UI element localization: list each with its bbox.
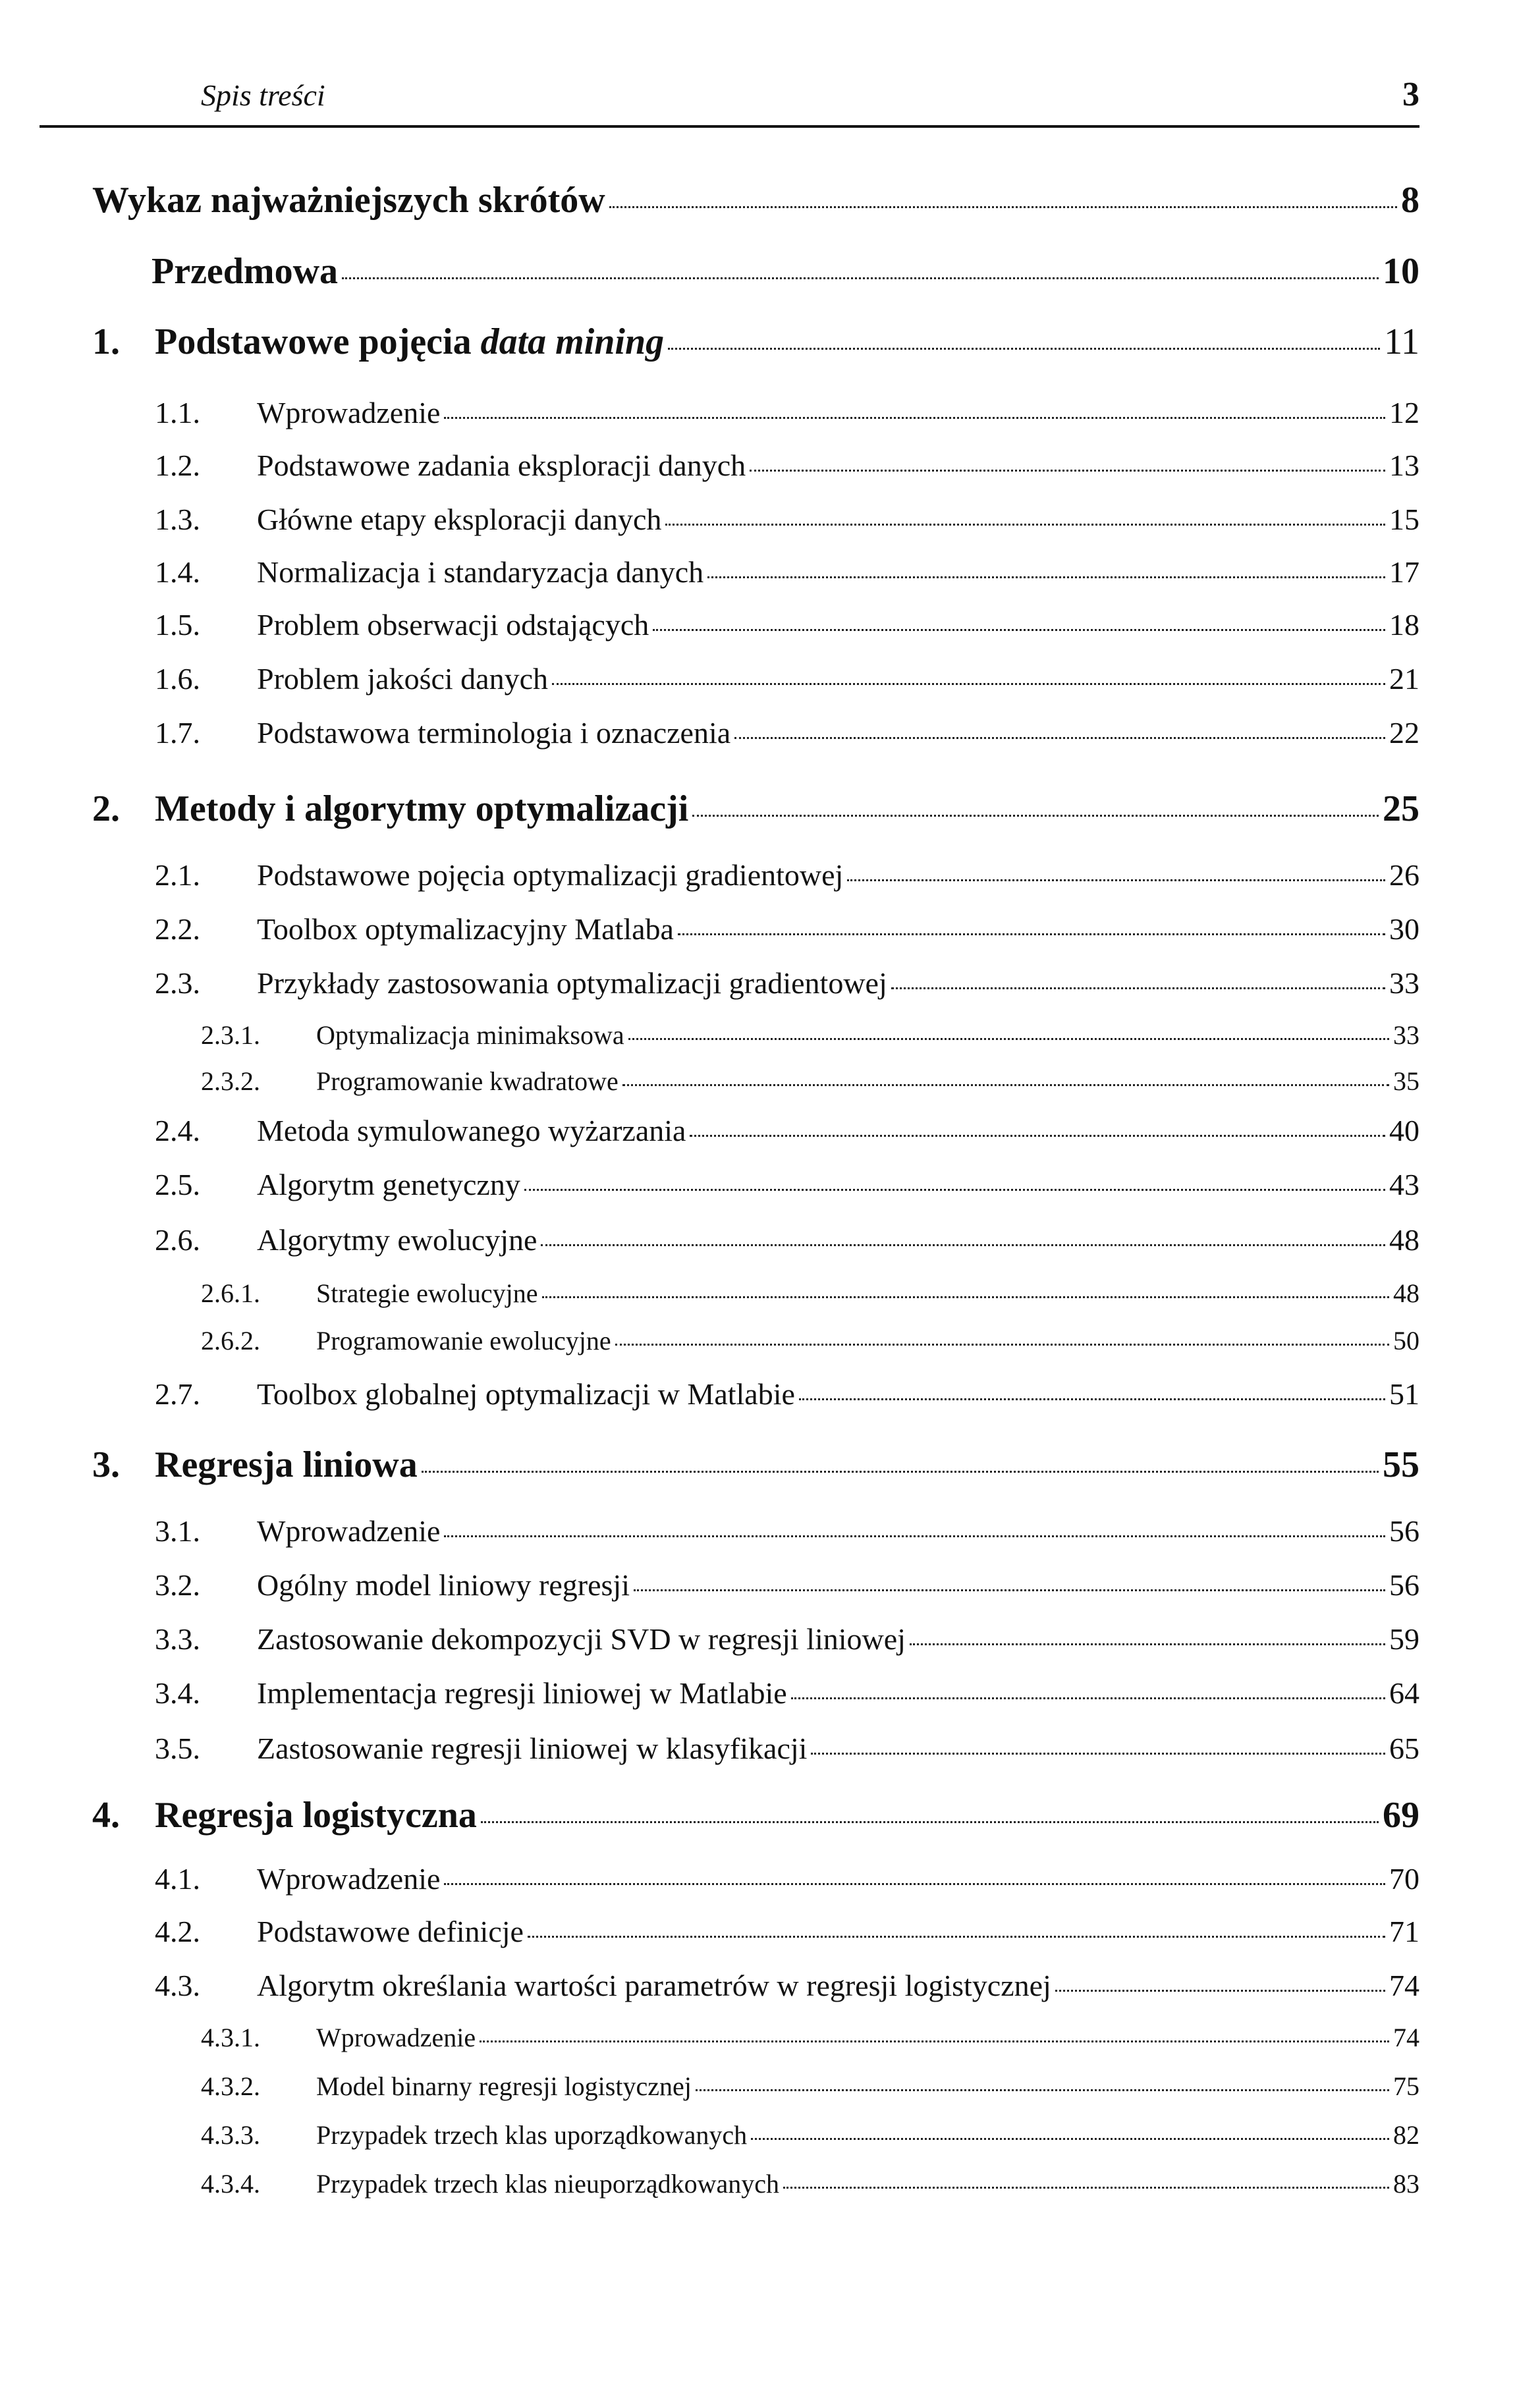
- section-number: 2.2.: [155, 912, 200, 946]
- toc-section[interactable]: [155, 715, 1419, 750]
- toc-title-plain: Podstawowe pojęcia: [155, 321, 472, 362]
- section-number: 3.5.: [155, 1732, 200, 1765]
- dot-leader: [783, 2187, 1389, 2189]
- subsection-number: 2.3.1.: [201, 1020, 260, 1050]
- toc-title: Wprowadzenie: [257, 1514, 441, 1548]
- section-number: 3.4.: [155, 1676, 200, 1710]
- toc-title: Regresja logistyczna: [155, 1795, 477, 1836]
- chapter-number: 4.: [92, 1795, 120, 1836]
- toc-page: 30: [1389, 912, 1419, 946]
- toc-page: 22: [1389, 716, 1419, 750]
- toc-page: 56: [1389, 1514, 1419, 1548]
- dot-leader: [734, 737, 1385, 739]
- section-number: 2.1.: [155, 858, 200, 892]
- toc-title: Podstawowe zadania eksploracji danych: [257, 449, 746, 482]
- section-number: 3.3.: [155, 1622, 200, 1656]
- toc-page: 70: [1389, 1862, 1419, 1896]
- toc-title: Przykłady zastosowania optymalizacji gradientowej: [257, 966, 887, 1000]
- dot-leader: [628, 1038, 1389, 1040]
- toc-title: Zastosowanie dekompozycji SVD w regresji liniowej: [257, 1622, 906, 1656]
- toc-page: 48: [1389, 1223, 1419, 1257]
- toc-title: Implementacja regresji liniowej w Matlabie: [257, 1676, 787, 1710]
- toc-title: Toolbox globalnej optymalizacji w Matlabie: [257, 1377, 795, 1411]
- subsection-number: 2.6.2.: [201, 1326, 260, 1355]
- toc-page: 74: [1389, 1969, 1419, 2002]
- toc-section[interactable]: [155, 966, 1419, 1000]
- toc-page: 71: [1389, 1915, 1419, 1948]
- toc-page: 10: [1383, 251, 1419, 292]
- subsection-number: 2.3.2.: [201, 1066, 260, 1096]
- toc-title: Wykaz najważniejszych skrótów: [92, 180, 605, 221]
- chapter-number: 1.: [92, 321, 120, 362]
- section-number: 2.3.: [155, 966, 200, 1000]
- toc-section[interactable]: [155, 1622, 1419, 1656]
- subsection-number: 4.3.1.: [201, 2023, 260, 2052]
- toc-section[interactable]: [155, 607, 1419, 642]
- toc-section[interactable]: [155, 395, 1419, 430]
- dot-leader: [811, 1753, 1385, 1755]
- toc-page: 33: [1393, 1020, 1419, 1050]
- toc-page: 69: [1383, 1795, 1419, 1836]
- dot-leader: [1055, 1990, 1385, 1992]
- dot-leader: [481, 1821, 1379, 1823]
- toc-section[interactable]: [155, 1167, 1419, 1202]
- toc-section[interactable]: [155, 912, 1419, 946]
- toc-subsection[interactable]: [201, 2022, 1419, 2053]
- toc-title: Ogólny model liniowy regresji: [257, 1568, 630, 1602]
- toc-entry-abbreviations[interactable]: [92, 179, 1419, 221]
- toc-title: Podstawowe pojęcia optymalizacji gradientowej: [257, 858, 844, 892]
- toc-title: Algorytm określania wartości parametrów w regresji logistycznej: [257, 1969, 1051, 2002]
- toc-subsection[interactable]: [201, 1066, 1419, 1097]
- dot-leader: [678, 933, 1385, 935]
- toc-section[interactable]: [155, 448, 1419, 483]
- dot-leader: [524, 1189, 1385, 1191]
- section-number: 1.7.: [155, 716, 200, 750]
- toc-page: 75: [1393, 2071, 1419, 2101]
- toc-chapter-4[interactable]: [92, 1794, 1419, 1836]
- subsection-number: 4.3.3.: [201, 2120, 260, 2150]
- dot-leader: [910, 1643, 1385, 1645]
- toc-entry-preface[interactable]: [152, 250, 1419, 292]
- dot-leader: [444, 1535, 1385, 1537]
- toc-section[interactable]: [155, 555, 1419, 589]
- toc-page: 74: [1393, 2023, 1419, 2052]
- toc-title-italic: data mining: [480, 321, 665, 362]
- toc-title: Wprowadzenie: [257, 1862, 441, 1896]
- toc-page: 33: [1389, 966, 1419, 1000]
- dot-leader: [528, 1936, 1385, 1938]
- section-number: 2.5.: [155, 1168, 200, 1201]
- section-number: 1.3.: [155, 503, 200, 536]
- toc-title: Podstawowa terminologia i oznaczenia: [257, 716, 731, 750]
- toc-page: 50: [1393, 1326, 1419, 1355]
- dot-leader: [751, 2138, 1389, 2140]
- chapter-number: 3.: [92, 1444, 120, 1485]
- toc-page: 15: [1389, 503, 1419, 536]
- toc-page: 51: [1389, 1377, 1419, 1411]
- toc-section[interactable]: [155, 1377, 1419, 1411]
- toc-page: 13: [1389, 449, 1419, 482]
- section-number: 1.5.: [155, 608, 200, 642]
- section-number: 1.2.: [155, 449, 200, 482]
- toc-page: 55: [1383, 1444, 1419, 1485]
- toc-title: Podstawowe definicje: [257, 1915, 524, 1948]
- toc-title: Optymalizacja minimaksowa: [316, 1020, 624, 1050]
- toc-page: 18: [1389, 608, 1419, 642]
- section-number: 2.4.: [155, 1114, 200, 1147]
- page-number: 3: [1402, 76, 1419, 113]
- toc-title: Algorytm genetyczny: [257, 1168, 520, 1201]
- toc-page: 40: [1389, 1114, 1419, 1147]
- dot-leader: [847, 879, 1385, 881]
- toc-section[interactable]: [155, 1731, 1419, 1766]
- toc-section[interactable]: [155, 1568, 1419, 1602]
- dot-leader: [653, 629, 1385, 631]
- dot-leader: [665, 524, 1385, 526]
- toc-section[interactable]: [155, 1514, 1419, 1548]
- toc-section[interactable]: [155, 1222, 1419, 1257]
- toc-title: Główne etapy eksploracji danych: [257, 503, 662, 536]
- dot-leader: [690, 1135, 1385, 1137]
- toc-page: 83: [1393, 2169, 1419, 2199]
- toc-page: 43: [1389, 1168, 1419, 1201]
- toc-title: Przedmowa: [152, 251, 339, 292]
- toc-page: 25: [1383, 788, 1419, 829]
- toc-page: 82: [1393, 2120, 1419, 2150]
- chapter-number: 2.: [92, 788, 120, 829]
- toc-title: Algorytmy ewolucyjne: [257, 1223, 537, 1257]
- dot-leader: [615, 1344, 1389, 1346]
- dot-leader: [634, 1589, 1385, 1591]
- toc-title: Przypadek trzech klas nieuporządkowanych: [316, 2169, 780, 2199]
- toc-page: 59: [1389, 1622, 1419, 1656]
- toc-section[interactable]: [155, 1113, 1419, 1148]
- toc-section[interactable]: [155, 502, 1419, 537]
- subsection-number: 2.6.1.: [201, 1278, 260, 1308]
- section-number: 2.6.: [155, 1223, 200, 1257]
- subsection-number: 4.3.4.: [201, 2169, 260, 2199]
- toc-page: 17: [1389, 555, 1419, 589]
- section-number: 1.6.: [155, 662, 200, 696]
- section-number: 4.3.: [155, 1969, 200, 2002]
- toc-title: Strategie ewolucyjne: [316, 1278, 538, 1308]
- toc-page: 11: [1384, 321, 1419, 362]
- toc-page: 8: [1401, 180, 1419, 221]
- dot-leader: [342, 277, 1379, 279]
- toc-section[interactable]: [155, 1968, 1419, 2003]
- toc-subsection[interactable]: [201, 1325, 1419, 1356]
- toc-subsection[interactable]: [201, 1278, 1419, 1309]
- dot-leader: [696, 2089, 1389, 2091]
- dot-leader: [422, 1471, 1379, 1473]
- toc-section[interactable]: [155, 661, 1419, 696]
- subsection-number: 4.3.2.: [201, 2071, 260, 2101]
- toc-title: Wprowadzenie: [316, 2023, 476, 2052]
- toc-title: Programowanie kwadratowe: [316, 1066, 619, 1096]
- toc-page: 64: [1389, 1676, 1419, 1710]
- dot-leader: [750, 470, 1385, 472]
- toc-title: Normalizacja i standaryzacja danych: [257, 555, 704, 589]
- toc-page: 12: [1389, 396, 1419, 429]
- dot-leader: [622, 1084, 1389, 1086]
- section-number: 3.1.: [155, 1514, 200, 1548]
- toc-page: 48: [1393, 1278, 1419, 1308]
- section-number: 3.2.: [155, 1568, 200, 1602]
- toc-title: Problem jakości danych: [257, 662, 549, 696]
- toc-title: [155, 321, 664, 363]
- toc-page: 35: [1393, 1066, 1419, 1096]
- section-number: 4.2.: [155, 1915, 200, 1948]
- toc-page: 65: [1389, 1732, 1419, 1765]
- toc-title: Przypadek trzech klas uporządkowanych: [316, 2120, 748, 2150]
- toc-section[interactable]: [155, 1914, 1419, 1949]
- toc-subsection[interactable]: [201, 1020, 1419, 1051]
- dot-leader: [480, 2040, 1389, 2042]
- dot-leader: [891, 987, 1385, 989]
- toc-section[interactable]: [155, 1861, 1419, 1896]
- dot-leader: [707, 576, 1385, 578]
- toc-title: Zastosowanie regresji liniowej w klasyfikacji: [257, 1732, 808, 1765]
- toc-title: Wprowadzenie: [257, 396, 441, 429]
- section-number: 4.1.: [155, 1862, 200, 1896]
- section-number: 1.1.: [155, 396, 200, 429]
- dot-leader: [444, 1883, 1385, 1885]
- toc-subsection[interactable]: [201, 2168, 1419, 2199]
- toc-chapter-1[interactable]: [92, 321, 1419, 363]
- dot-leader: [542, 1296, 1389, 1298]
- toc-page: 56: [1389, 1568, 1419, 1602]
- dot-leader: [791, 1697, 1385, 1699]
- toc-subsection[interactable]: [201, 2120, 1419, 2150]
- toc-title: Toolbox optymalizacyjny Matlaba: [257, 912, 674, 946]
- toc-subsection[interactable]: [201, 2071, 1419, 2102]
- section-number: 1.4.: [155, 555, 200, 589]
- toc-title: Problem obserwacji odstających: [257, 608, 649, 642]
- section-number: 2.7.: [155, 1377, 200, 1411]
- toc-page: 26: [1389, 858, 1419, 892]
- dot-leader: [799, 1398, 1385, 1400]
- toc-chapter-3[interactable]: [92, 1444, 1419, 1486]
- toc-chapter-2[interactable]: [92, 788, 1419, 830]
- toc-title: Model binarny regresji logistycznej: [316, 2071, 692, 2101]
- running-title: Spis treści: [201, 78, 325, 112]
- toc-page: 21: [1389, 662, 1419, 696]
- dot-leader: [692, 815, 1379, 817]
- dot-leader: [668, 348, 1380, 350]
- dot-leader: [444, 417, 1385, 419]
- toc-title: Regresja liniowa: [155, 1444, 418, 1485]
- toc-section[interactable]: [155, 1676, 1419, 1710]
- dot-leader: [552, 683, 1385, 685]
- toc-title: Metody i algorytmy optymalizacji: [155, 788, 689, 829]
- toc-section[interactable]: [155, 858, 1419, 892]
- toc-title: Programowanie ewolucyjne: [316, 1326, 611, 1355]
- toc-title: Metoda symulowanego wyżarzania: [257, 1114, 686, 1147]
- dot-leader: [541, 1244, 1385, 1246]
- dot-leader: [609, 206, 1397, 208]
